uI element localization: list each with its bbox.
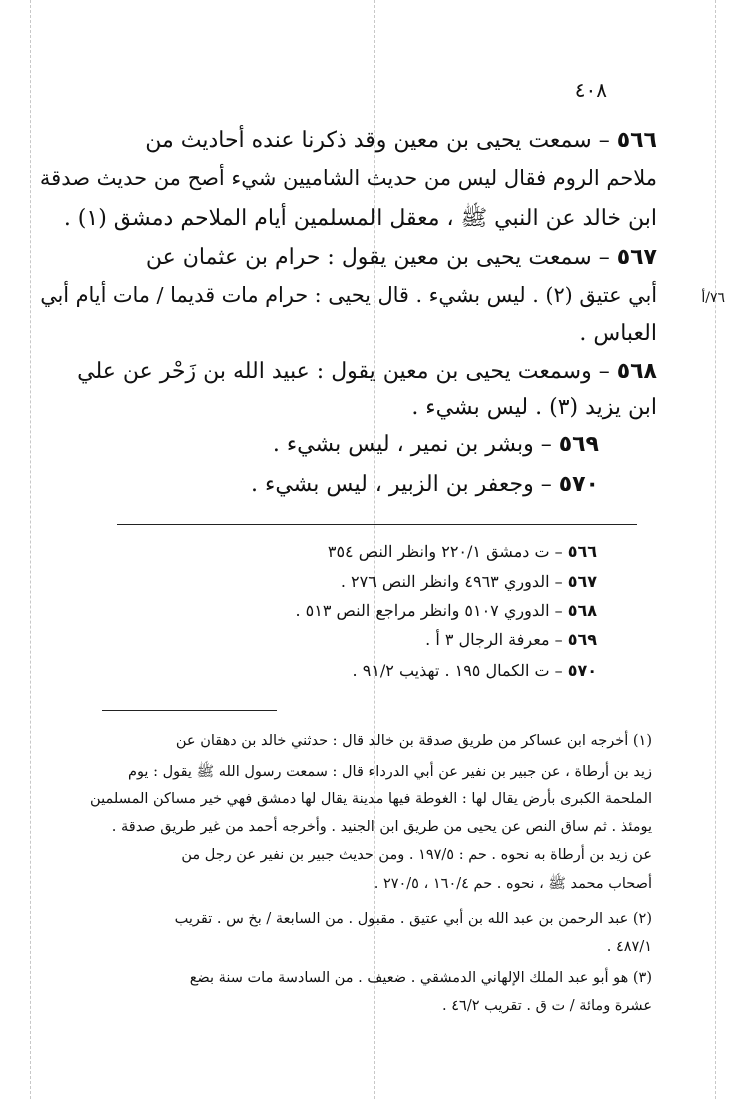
entry-number: ٥٦٩: [558, 432, 599, 457]
entry-number: ٥٦٧: [616, 245, 657, 270]
entry-number: ٥٦٨: [616, 359, 657, 384]
reference-row: [353, 661, 597, 680]
footnote-rule: [102, 710, 277, 711]
entry-line: ابن خالد عن النبي ﷺ ، معقل المسلمين أيام الملاحم دمشق (١) .: [63, 206, 657, 231]
reference-number: ٥٦٧: [567, 572, 597, 591]
footnote-line: زيد بن أرطاة ، عن جبير بن نفير عن أبي الدرداء قال : سمعت رسول الله ﷺ يقول : يوم: [127, 764, 652, 780]
footnote-line: يومئذ . ثم ساق النص عن يحيى من طريق ابن الجنيد . وأخرجه أحمد من غير طريق صدقة .: [111, 819, 652, 835]
entry-line: ابن يزيد (٣) . ليس بشيء .: [411, 395, 657, 420]
footnote-line: الملحمة الكبرى بأرض يقال لها : الغوطة فيها مدينة يقال لها دمشق فهي خير مساكن المسلمين: [90, 791, 652, 807]
reference-text: – الدوري ٤٩٦٣ وانظر النص ٢٧٦ .: [340, 572, 568, 591]
entry-text: – سمعت يحيى بن معين وقد ذكرنا عنده أحاديث من: [145, 128, 617, 153]
entry-line: [77, 359, 657, 384]
reference-text: – معرفة الرجال ٣ أ .: [425, 630, 568, 649]
entry-line: [145, 128, 657, 153]
reference-number: ٥٦٩: [567, 630, 597, 649]
footnote-line: (١) أخرجه ابن عساكر من طريق صدقة بن خالد قال : حدثني خالد بن دهقان عن: [175, 733, 652, 749]
reference-row: [296, 601, 598, 620]
entry-number: ٥٧٠: [558, 472, 599, 497]
footnote-line: عشرة ومائة / ت ق . تقريب ٤٦/٢ .: [442, 998, 652, 1014]
entry-text: – وبشر بن نمير ، ليس بشيء .: [272, 432, 559, 457]
entry-line: أبي عتيق (٢) . ليس بشيء . قال يحيى : حرام مات قديما / مات أيام أبي: [40, 283, 657, 307]
reference-text: – الدوري ٥١٠٧ وانظر مراجع النص ٥١٣ .: [295, 601, 568, 620]
margin-folio-reference: ٧٦/أ: [701, 290, 725, 306]
footnote-line: ٤٨٧/١ .: [606, 939, 652, 955]
reference-text: – ت الكمال ١٩٥ . تهذيب ٩١/٢ .: [352, 661, 568, 680]
footnote-line: (٣) هو أبو عبد الملك الإلهاني الدمشقي . ضعيف . من السادسة مات سنة بضع: [189, 970, 652, 986]
entry-line: [273, 432, 599, 457]
separator-rule: [117, 524, 637, 525]
reference-number: ٥٦٨: [567, 601, 597, 620]
reference-number: ٥٧٠: [567, 661, 597, 680]
footnote-line: أصحاب محمد ﷺ ، نحوه . حم ١٦٠/٤ ، ٢٧٠/٥ .: [373, 876, 652, 892]
reference-row: [341, 572, 597, 591]
entry-number: ٥٦٦: [616, 128, 657, 153]
entry-line: ملاحم الروم فقال ليس من حديث الشاميين شيء أصح من حديث صدقة: [39, 166, 657, 190]
entry-line: [251, 472, 599, 497]
page-number: ٤٠٨: [574, 78, 607, 102]
reference-row: [328, 542, 597, 561]
reference-text: – ت دمشق ٢٢٠/١ وانظر النص ٣٥٤: [327, 542, 568, 561]
entry-text: – سمعت يحيى بن معين يقول : حرام بن عثمان عن: [145, 245, 617, 270]
entry-text: – وسمعت يحيى بن معين يقول : عبيد الله بن زَحْر عن علي: [77, 359, 617, 384]
footnote-line: (٢) عبد الرحمن بن عبد الله بن أبي عتيق . مقبول . من السابعة / بخ س . تقريب: [174, 911, 652, 927]
reference-number: ٥٦٦: [567, 542, 597, 561]
reference-row: [425, 630, 597, 649]
entry-text: – وجعفر بن الزبير ، ليس بشيء .: [251, 472, 559, 497]
entry-line: [146, 245, 657, 270]
footnote-line: عن زيد بن أرطاة به نحوه . حم : ١٩٧/٥ . ومن حديث جبير بن نفير عن رجل من: [181, 847, 652, 863]
entry-line: العباس .: [579, 321, 657, 346]
